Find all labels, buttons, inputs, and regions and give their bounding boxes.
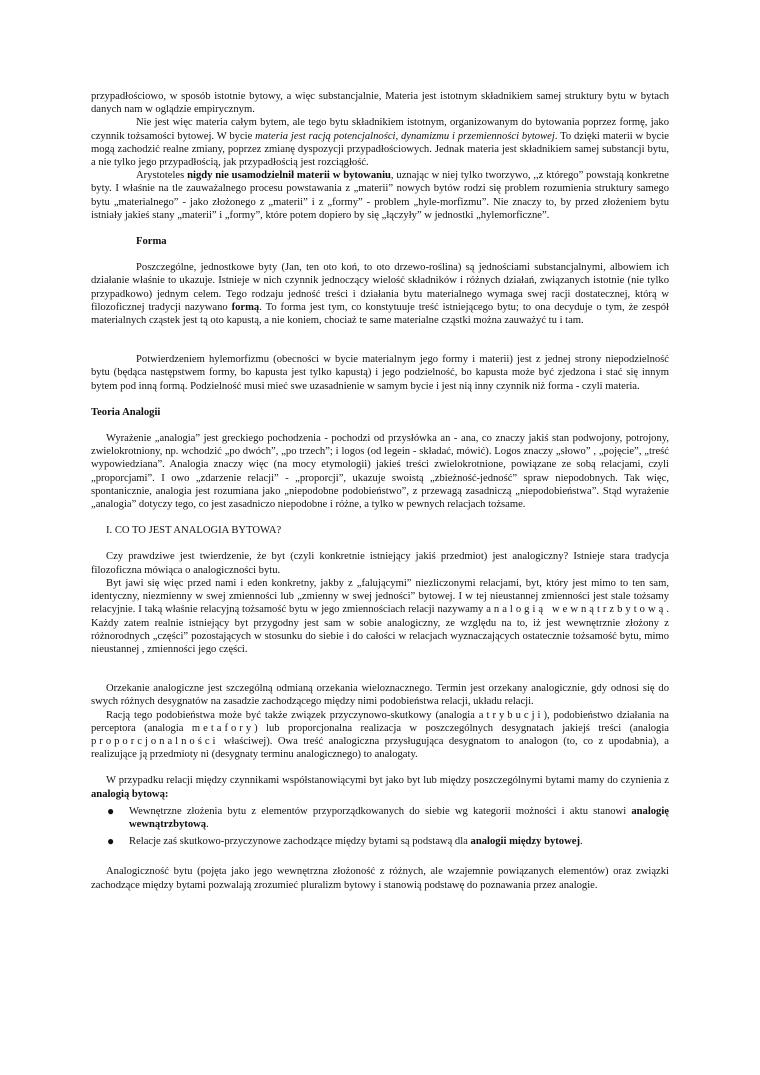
bold-nigdy-nie-usamodzielnil: nigdy nie usamodzielnił materii w bytowaniu	[187, 170, 391, 182]
bullet-list	[91, 805, 669, 849]
paragraph-materia-skladnik: Nie jest więc materia całym bytem, ale tego bytu składnikiem istotnym, organizowanym do bytowania poprzez formę, jako czynnik tożsamości bytowej. W bycie materia jest racją potencjalności, dynamizmu i przemienności bytowej. To dzięki materii w bycie mogą zachodzić realne zmiany, poprzez zmianę dyspozycji przypadłościowych. Jednak materia jest składnikiem samej substancji bytu, a nie tylko jego przypadłością, jak przypadłością jest rozciągłość.	[91, 117, 669, 169]
paragraph-byt-jawi-sie: Byt jawi się więc przed nami i eden konkretny, jakby z „falującymi” niezliczonymi relacjami, byt, który jest mimo to ten sam, identyczny, niezmienny w swej zmienności lub „zmienny w swej jedności” bytowej. I w tej nieustannej zmienności jest stale tożsamy relacyjnie. I taką właśnie relacyjną tożsamość bytu w jego zmiennościach relacji nazywamy analogią wewnątrzbytową. Każdy zatem realnie istniejący byt przygodny jest sam w sobie analogiczny, ze względu na to, iż jest wewnętrznie złożony z różnorodnych „części” pozostających w stosunku do siebie i do całości w relacjach wyznaczających ostatecznie tożsamość bytu, mimo nieustannej , zmienności jego części.	[91, 577, 669, 655]
heading-teoria-analogii: Teoria Analogii	[91, 406, 161, 418]
document-page	[91, 90, 669, 892]
bullet-icon: ●	[107, 834, 115, 849]
heading-forma: Forma	[136, 236, 167, 248]
paragraph-materia-continued: przypadłościowo, w sposób istotnie bytowy, a więc substancjalnie, Materia jest istotnym składnikiem samej struktury bytu w bytach danych nam w oglądzie empirycznym.	[91, 91, 669, 116]
spaced-atrybucji: atrybucji	[478, 709, 544, 721]
paragraph-analogicznosc-bytu: Analogiczność bytu (pojęta jako jego wewnętrzna złożoność z różnych, ale wzajemnie powiązanych elementów) oraz związki zachodzące między bytami pozwalają zrozumieć pluralizm bytowy i stanowią podstawę do poznawania przez analogie.	[91, 866, 669, 891]
list-item: ● Relacje zaś skutkowo-przyczynowe zachodzące między bytami są podstawą dla analogii między bytowej.	[107, 834, 583, 849]
list-item: ● Wewnętrzne złożenia bytu z elementów przyporządkowanych do siebie wg kategorii możności i aktu stanowi analogię wewnątrzbytową.	[107, 803, 669, 830]
paragraph-arystoteles: Arystoteles nigdy nie usamodzielnił materii w bytowaniu, uznając w niej tylko tworzywo, ,,z którego” powstają konkretne byty. I właśnie na tle zauważalnego procesu powstawania z „materii” nowych bytów rodzi się problem rozumienia struktury samego bytu „materialnego” - jako złożonego z „materii” i z „formy” - problem „hyle-morfizmu”. Nie znaczy to, by przed złożeniem bytu istniały jakieś stany „materii” i „formy”, które potem dopiero by się „łączyły” w jednostki „hylemorficzne”.	[91, 170, 670, 221]
emphasis-materia-racja: materia jest racją potencjalności, dynamizmu i przemienności bytowej	[255, 130, 555, 142]
paragraph-w-przypadku-relacji: W przypadku relacji między czynnikami współstanowiącymi byt jako byt lub między poszczególnymi bytami mamy do czynienia z analogią bytową:	[91, 775, 669, 800]
paragraph-racja-podobienstwa: Racją tego podobieństwa może być także związek przyczynowo-skutkowy (analogia atrybucji), podobieństwo działania na perceptora (analogia metafory) lub proporcjonalna realizacja w poszczególnych desygnatach jakiejś treści (analogia proporcjonalności właściwej). Owa treść analogiczna przysługująca desygnatom to analogon (to, co z upodabnia), a realizujące ją przedmioty ni (desygnaty terminu analogicznego) to analogaty.	[91, 709, 669, 761]
spaced-metafory: metafory	[191, 722, 255, 734]
spaced-analogia-wewnatrzbytowa: analogią wewnątrzbytową	[486, 604, 667, 616]
bold-forma: formą	[231, 301, 260, 313]
bold-analogia-bytowa: analogią bytową:	[91, 788, 169, 800]
paragraph-czy-prawdziwe: Czy prawdziwe jest twierdzenie, że byt (czyli konkretnie istniejący jakiś przedmiot) jest analogiczny? Istnieje stara tradycja filozoficzna mówiąca o analogiczności bytu.	[91, 551, 669, 576]
paragraph-orzekanie-analogiczne: Orzekanie analogiczne jest szczególną odmianą orzekania wieloznacznego. Termin jest orzekany analogicznie, gdy odnosi się do swych różnych desygnatów na zasadzie zachodzącego między nimi podobieństwa relacji, układu relacji.	[91, 683, 669, 708]
paragraph-hylemorfizm: Potwierdzeniem hylemorfizmu (obecności w bycie materialnym jego formy i materii) jest z jednej strony niepodzielność bytu (będąca następstwem formy, bo kapusta jest tylko kapustą) i jego podzielność, bo kapusta może być zjedzona i stać się innym bytem pod inną formą. Podzielność musi mieć swe uzasadnienie w samym bycie i jest nią inny czynnik niż forma - czyli materia.	[91, 354, 669, 392]
bullet-icon: ●	[107, 803, 115, 818]
paragraph-wyrazenie-analogia: Wyrażenie „analogia” jest greckiego pochodzenia - pochodzi od przysłówka an - ana, co znaczy jakiś stan podwojony, potrojony, zwielokrotniony, np. wchodzić „po dwóch”, „po trzech”; i logos (od legein - składać, mówić). Logos znaczy „słowo” , „pojęcie”, „treść wypowiedziana”. Analogia znaczy więc (na mocy etymologii) jakieś treści zwielokrotnione, powiązane ze sobą relacjami, czyli „proporcjami”. I owo „zdarzenie relacji” - „proporcji”, ukazuje swoistą „zbieżność-jedność” spraw niepodobnych. Tak więc, spontanicznie, analogia jest rozumiana jako „niepodobne podobieństwo”, z przewagą zasadniczą „niepodobieństwa”. Stąd wyrażenie „analogia” dotyczy tego, co jest zasadniczo niepodobne i różne, a tylko w pewnych relacjach tożsame.	[91, 433, 669, 511]
heading-co-to-jest-analogia-bytowa: I. CO TO JEST ANALOGIA BYTOWA?	[106, 525, 282, 537]
paragraph-forma-jednosci: Poszczególne, jednostkowe byty (Jan, ten oto koń, to oto drzewo-roślina) są jednościami substancjalnymi, albowiem ich działanie właśnie to ukazuje. Istnieje w nich czynnik jednoczący wielość składników i różnych działań, związanych istotnie (nie tylko przypadkowo) jednym celem. Tego rodzaju jedność treści i działania bytu materialnego wymaga swej racji dostatecznej, którą w filozoficznej tradycji nazywano formą. To forma jest tym, co konstytuuje treść istniejącego bytu; to ona decyduje o tym, że zespół materialnych cząstek jest tą oto kapustą, a nie koniem, chociaż te same materialne cząstki można zauważyć tu i tam.	[91, 262, 669, 327]
spaced-proporcjonalnosci: proporcjonalności	[91, 735, 219, 747]
